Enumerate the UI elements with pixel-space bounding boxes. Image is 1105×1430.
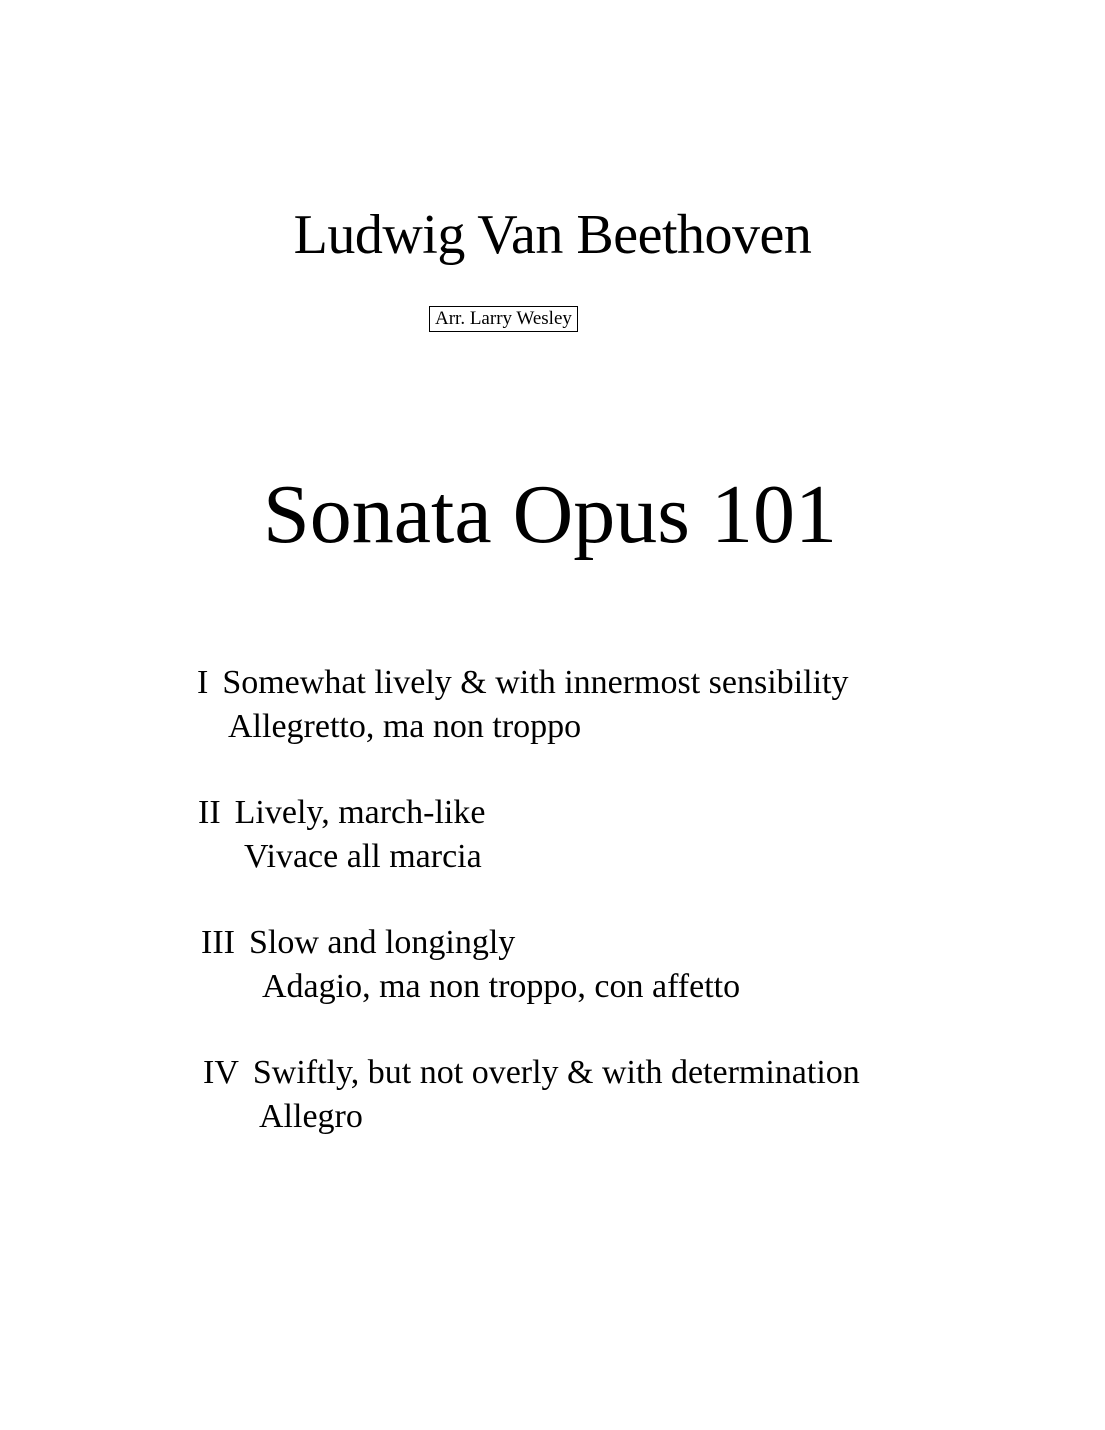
movement-4-numeral: IV bbox=[203, 1054, 239, 1091]
page-title: Sonata Opus 101 bbox=[263, 468, 837, 561]
movement-3 bbox=[201, 921, 740, 1009]
movement-4 bbox=[203, 1051, 860, 1139]
movement-1-numeral: I bbox=[197, 664, 209, 701]
movement-1-tempo: Allegretto, ma non troppo bbox=[228, 708, 582, 745]
movement-4-tempo: Allegro bbox=[259, 1098, 363, 1135]
movement-4-english: Swiftly, but not overly & with determination bbox=[252, 1054, 860, 1091]
movement-2-heading bbox=[198, 794, 485, 831]
movement-1 bbox=[197, 661, 848, 749]
movement-3-numeral: III bbox=[201, 924, 235, 961]
movement-2-tempo: Vivace all marcia bbox=[244, 838, 482, 875]
movement-3-english: Slow and longingly bbox=[248, 924, 516, 961]
movement-1-english: Somewhat lively & with innermost sensibility bbox=[222, 664, 849, 701]
composer-name: Ludwig Van Beethoven bbox=[293, 204, 812, 266]
arranger-credit: Arr. Larry Wesley bbox=[429, 306, 578, 332]
movement-4-heading bbox=[203, 1054, 860, 1091]
movement-2 bbox=[198, 791, 485, 879]
movement-1-heading bbox=[197, 664, 848, 701]
movement-2-english: Lively, march-like bbox=[234, 794, 486, 831]
movement-2-numeral: II bbox=[198, 794, 221, 831]
movement-3-tempo: Adagio, ma non troppo, con affetto bbox=[262, 968, 741, 1005]
movement-3-heading bbox=[201, 924, 515, 961]
